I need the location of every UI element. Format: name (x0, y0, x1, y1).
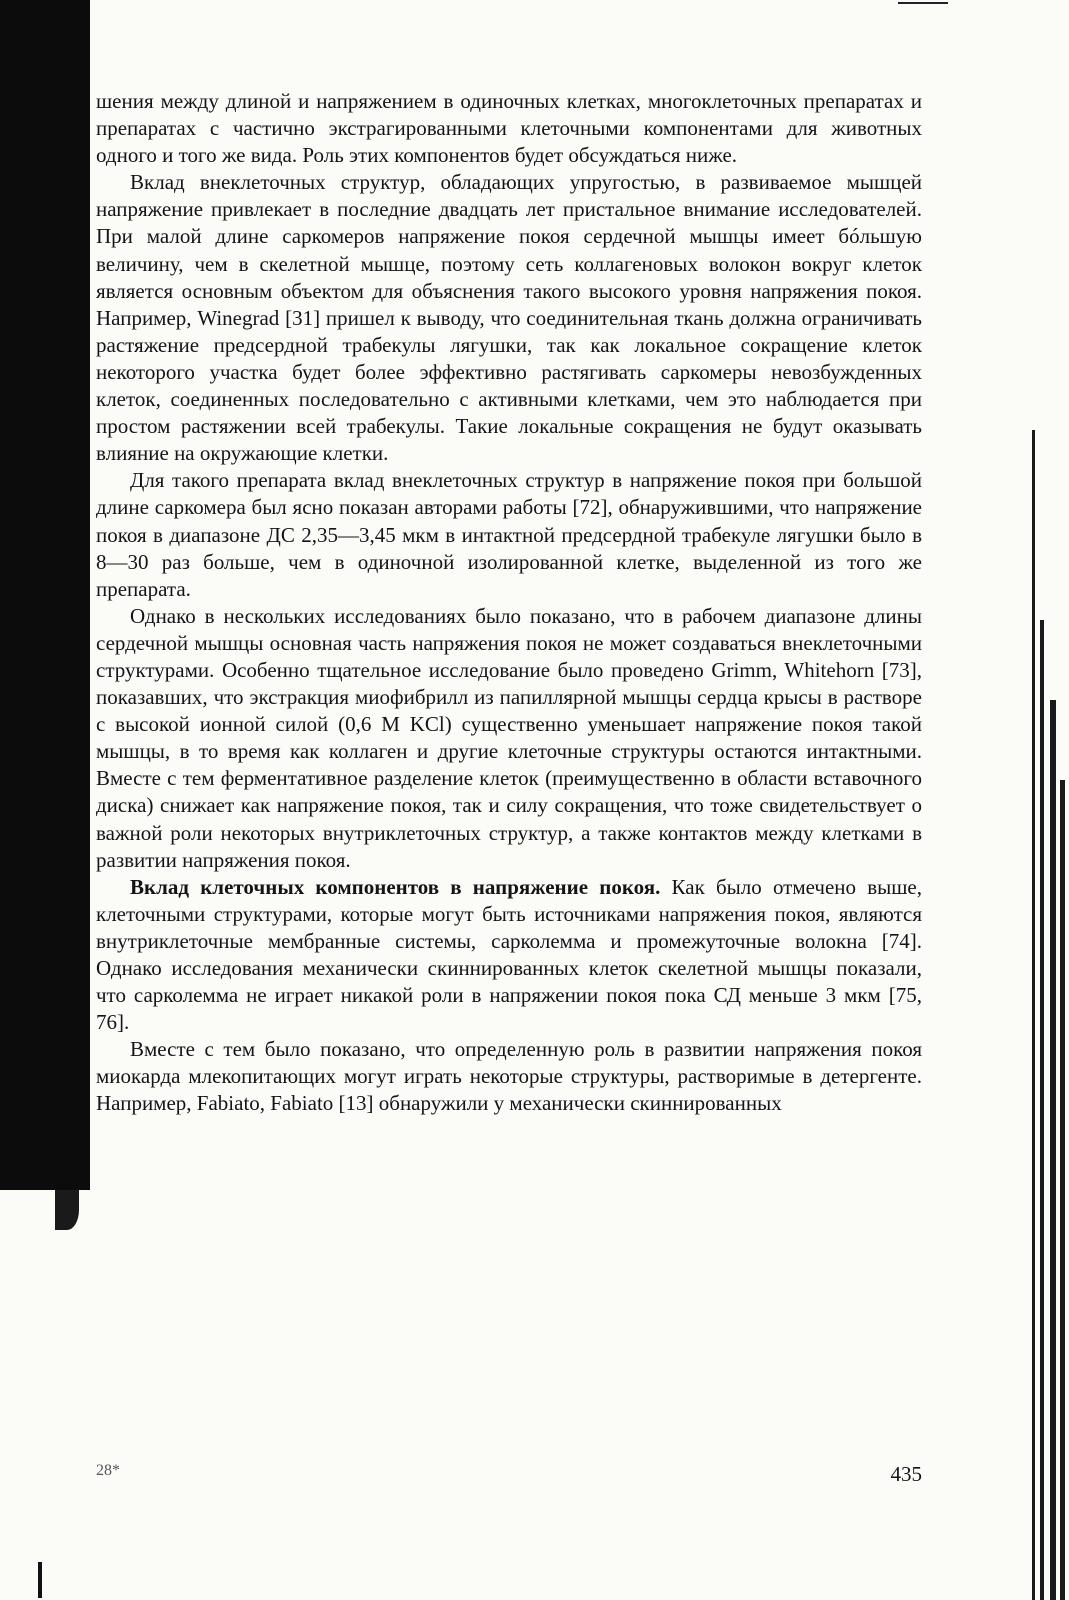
page-footer (96, 1462, 922, 1492)
signature-mark: 28* (96, 1462, 120, 1479)
paragraph: Вместе с тем было показано, что определенную роль в развитии напряжения покоя миокарда млекопитающих могут играть некоторые структуры, растворимые в детергенте. Например, Fabiato, Fabiato [13] обнаружили у механически скиннированных (96, 1037, 922, 1116)
section-heading: Вклад клеточных компонентов в напряжение покоя. (130, 874, 661, 899)
binding-shadow-tail (55, 1190, 79, 1230)
paragraph: Однако в нескольких исследованиях было показано, что в рабочем диапазоне длины сердечной мышцы основная часть напряжения покоя не может создаваться внеклеточными структурами. Особенно тщательное исследование было проведено Grimm, Whitehorn [73], показавших, что экстракция миофибрилл из папиллярной мышцы сердца крысы в растворе с высокой ионной силой (0,6 М KCl) существенно уменьшает напряжение покоя такой мышцы, в то время как коллаген и другие клеточные структуры остаются интактными. Вместе с тем ферментативное разделение клеток (преимущественно в области вставочного диска) снижает как напряжение покоя, так и силу сокращения, что тоже свидетельствует о важной роли некоторых внутриклеточных структур, а также контактов между клетками в развитии напряжения покоя. (96, 603, 922, 872)
paragraph: шения между длиной и напряжением в одиночных клетках, многоклеточных препаратах и препаратах с частично экстрагированными клеточными компонентами для животных одного и того же вида. Роль этих компонентов будет обсуждаться ниже. (96, 89, 922, 168)
page-text-block (96, 88, 922, 1118)
paragraph: Для такого препарата вклад внеклеточных структур в напряжение покоя при большой длине саркомера был ясно показан авторами работы [72], обнаружившими, что напряжение покоя в диапазоне ДС 2,35—3,45 мкм в интактной предсердной трабекуле лягушки было в 8—30 раз больше, чем в одиночной изолированной клетке, выделенной из того же препарата. (96, 468, 922, 601)
page-edge-line (1032, 430, 1035, 1600)
page-edge-line (1040, 620, 1044, 1600)
binding-shadow (0, 0, 90, 1190)
section-body: Как было отмечено выше, клеточными структурами, которые могут быть источниками напряжения покоя, являются внутриклеточные мембранные системы, сарколемма и промежуточные волокна [74]. Однако исследования механически скиннированных клеток скелетной мышцы показали, что сарколемма не играет никакой роли в напряжении покоя пока СД меньше 3 мкм [75, 76]. (96, 874, 922, 1035)
section-paragraph (96, 874, 922, 1037)
page-edge-line (1060, 780, 1065, 1600)
scan-mark (38, 1562, 42, 1598)
paragraph: Вклад внеклеточных структур, обладающих упругостью, в развиваемое мышцей напряжение привлекает в последние двадцать лет пристальное внимание исследователей. При малой длине саркомеров напряжение покоя сердечной мышцы имеет бóльшую величину, чем в скелетной мышце, поэтому сеть коллагеновых волокон вокруг клеток является основным объектом для объяснения такого высокого уровня напряжения покоя. Например, Winegrad [31] пришел к выводу, что соединительная ткань должна ограничивать растяжение предсердной трабекулы лягушки, так как локальное сокращение клеток некоторого участка будет более эффективно растягивать саркомеры невозбужденных клеток, соединенных последовательно с активными клетками, чем это наблюдается при простом растяжении всей трабекулы. Такие локальные сокращения не будут оказывать влияние на окружающие клетки. (96, 170, 922, 466)
scan-mark (898, 2, 948, 4)
page-edge-line (1050, 700, 1056, 1600)
page-number: 435 (890, 1462, 922, 1486)
